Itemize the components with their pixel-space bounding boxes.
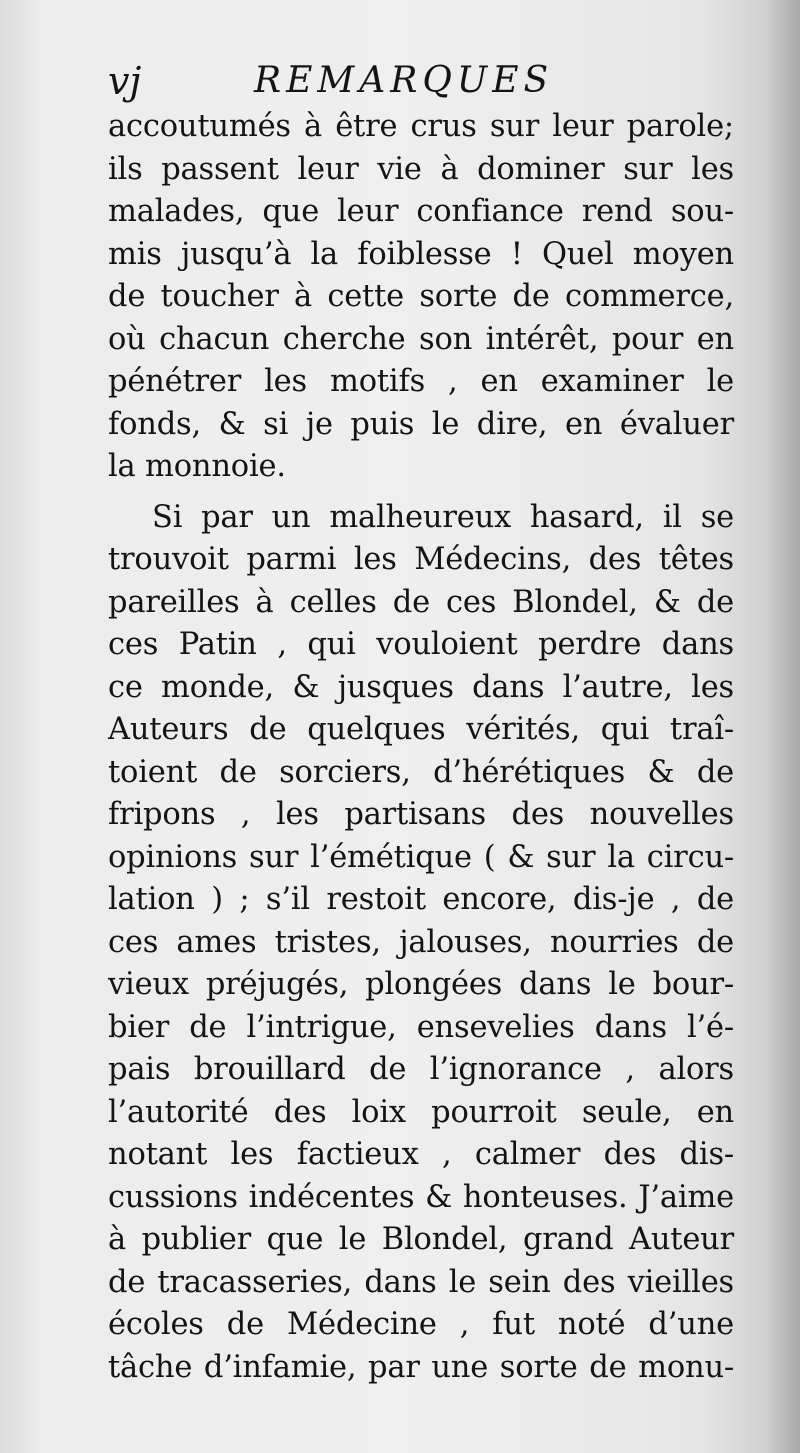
text-line: de toucher à cette sorte de commerce,	[108, 279, 734, 314]
text-line: pareilles à celles de ces Blondel, & de	[108, 584, 734, 620]
text-line: ils passent leur vie à dominer sur les	[108, 151, 734, 187]
text-line: où chacun cherche son intérêt, pour en	[108, 321, 734, 357]
text-line: pénétrer les motifs , en examiner le	[108, 364, 734, 399]
text-line: ces ames tristes, jalouses, nourries de	[108, 924, 734, 960]
text-line: à publier que le Blondel, grand Auteur	[108, 1222, 734, 1257]
text-line: ces Patin , qui vouloient perdre dans	[108, 627, 734, 662]
page-gutter-shadow	[762, 0, 800, 1453]
text-line: la monnoie.	[108, 449, 286, 484]
text-line: trouvoit parmi les Médecins, des têtes	[108, 542, 734, 577]
text-line: écoles de Médecine , fut noté d’une	[108, 1307, 734, 1342]
text-line: Si par un malheureux hasard, il se	[152, 499, 734, 535]
text-line: vieux préjugés, plongées dans le bour-	[108, 967, 734, 1002]
text-line: tâche d’infamie, par une sorte de monu-	[108, 1349, 734, 1385]
text-line: de tracasseries, dans le sein des vieilles	[108, 1264, 734, 1300]
running-title: REMARQUES	[254, 60, 554, 101]
page-header	[108, 58, 738, 108]
text-line: lation ) ; s’il restoit encore, dis-je , de	[108, 882, 734, 917]
paragraph-1	[108, 106, 734, 489]
text-line: cussions indécentes & honteuses. J’aime	[108, 1179, 734, 1215]
text-line: l’autorité des loix pourroit seule, en	[108, 1094, 734, 1130]
paragraph-2	[108, 497, 734, 1390]
text-line: pais brouillard de l’ignorance , alors	[108, 1052, 734, 1087]
paragraph-gap	[108, 489, 734, 497]
text-line: fripons , les partisans des nouvelles	[108, 797, 734, 832]
text-line: Auteurs de quelques vérités, qui traî-	[108, 712, 734, 747]
text-line: malades, que leur confiance rend sou-	[108, 194, 734, 229]
text-line: bier de l’intrigue, ensevelies dans l’é-	[108, 1009, 734, 1045]
body-text	[108, 106, 734, 1389]
page-number: vj	[108, 59, 142, 103]
text-line: ce monde, & jusques dans l’autre, les	[108, 669, 734, 705]
text-line: notant les factieux , calmer des dis-	[108, 1137, 734, 1172]
text-line: mis jusqu’à la foiblesse ! Quel moyen	[108, 236, 734, 272]
text-line: toient de sorciers, d’hérétiques & de	[108, 754, 734, 790]
text-line: fonds, & si je puis le dire, en évaluer	[108, 406, 734, 442]
text-line: accoutumés à être crus sur leur parole;	[108, 109, 734, 144]
text-line: opinions sur l’émétique ( & sur la circu-	[108, 839, 734, 875]
